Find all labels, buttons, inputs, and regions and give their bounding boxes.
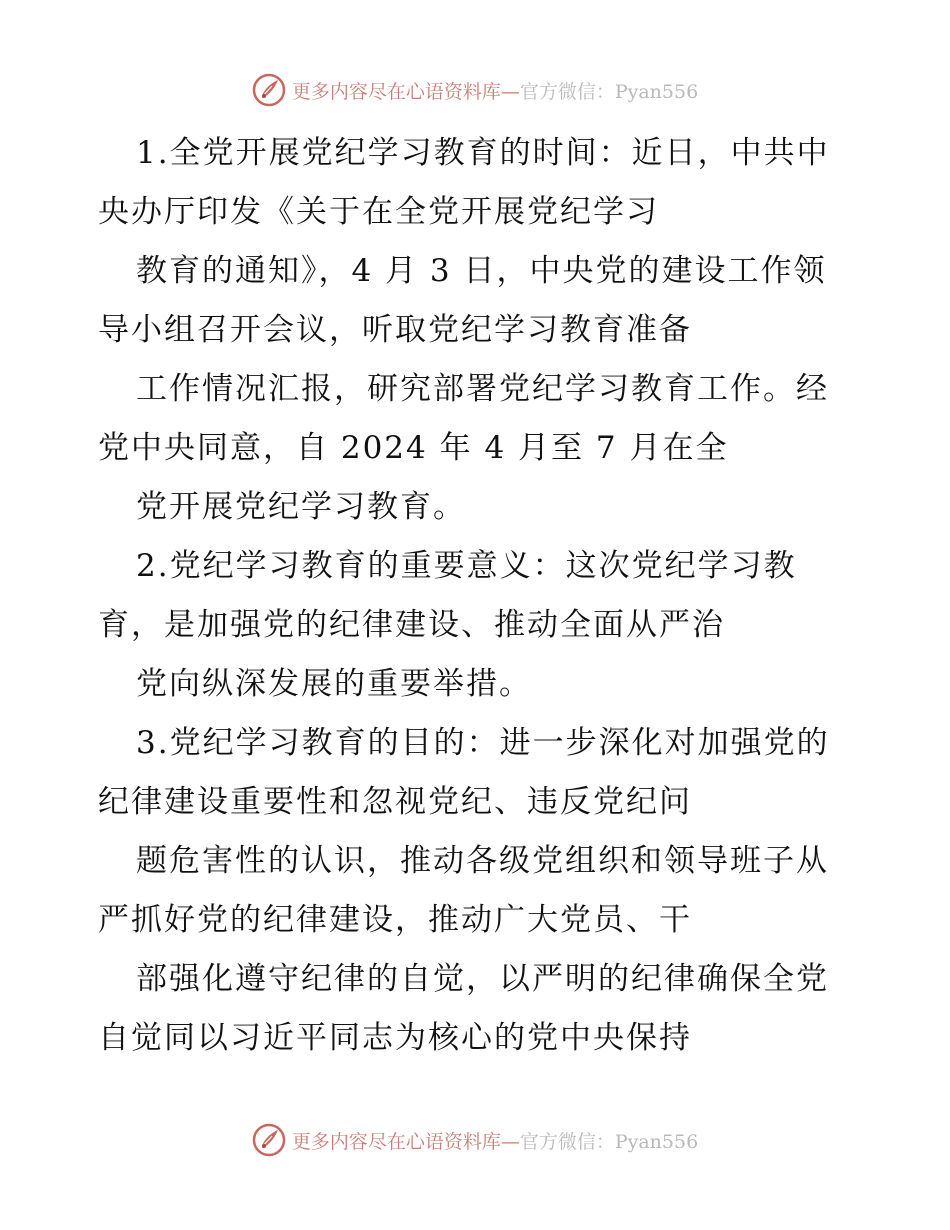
watermark-brand: 更多内容尽在心语资料库 xyxy=(291,80,501,103)
text-line-6: 党中央同意，自 2024 年 4 月至 7 月在全 xyxy=(98,430,729,466)
text-line-4: 导小组召开会议，听取党纪学习教育准备 xyxy=(98,312,692,348)
feather-pen-logo-icon xyxy=(252,73,286,107)
feather-pen-logo-icon xyxy=(252,1123,286,1157)
body-text xyxy=(98,124,858,1068)
text-line-5: 工作情况汇报，研究部署党纪学习教育工作。经 xyxy=(136,371,829,407)
text-line-3: 教育的通知》，4 月 3 日，中央党的建设工作领 xyxy=(136,253,827,289)
watermark-dash: — xyxy=(500,1130,520,1153)
text-line-15: 部强化遵守纪律的自觉，以严明的纪律确保全党 xyxy=(136,961,829,997)
text-line-8: 2.党纪学习教育的重要意义：这次党纪学习教 xyxy=(136,548,797,584)
text-line-2: 央办厅印发《关于在全党开展党纪学习 xyxy=(98,194,659,230)
watermark-wechat: 官方微信：Pyan556 xyxy=(519,80,699,103)
text-line-7: 党开展党纪学习教育。 xyxy=(136,489,466,525)
text-line-12: 纪律建设重要性和忽视党纪、违反党纪问 xyxy=(98,784,692,820)
watermark-text xyxy=(292,77,698,104)
footer-watermark xyxy=(0,1120,950,1160)
header-watermark xyxy=(0,70,950,110)
watermark-text xyxy=(292,1127,698,1154)
text-line-14: 严抓好党的纪律建设，推动广大党员、干 xyxy=(98,902,692,938)
text-line-9: 育，是加强党的纪律建设、推动全面从严治 xyxy=(98,607,725,643)
text-line-1: 1.全党开展党纪学习教育的时间：近日，中共中 xyxy=(136,135,830,171)
text-line-16: 自觉同以习近平同志为核心的党中央保持 xyxy=(98,1020,692,1056)
watermark-dash: — xyxy=(500,80,520,103)
watermark-wechat: 官方微信：Pyan556 xyxy=(519,1130,699,1153)
text-line-10: 党向纵深发展的重要举措。 xyxy=(136,666,532,702)
watermark-brand: 更多内容尽在心语资料库 xyxy=(291,1130,501,1153)
text-line-13: 题危害性的认识，推动各级党组织和领导班子从 xyxy=(136,843,829,879)
text-line-11: 3.党纪学习教育的目的：进一步深化对加强党的 xyxy=(136,725,830,761)
